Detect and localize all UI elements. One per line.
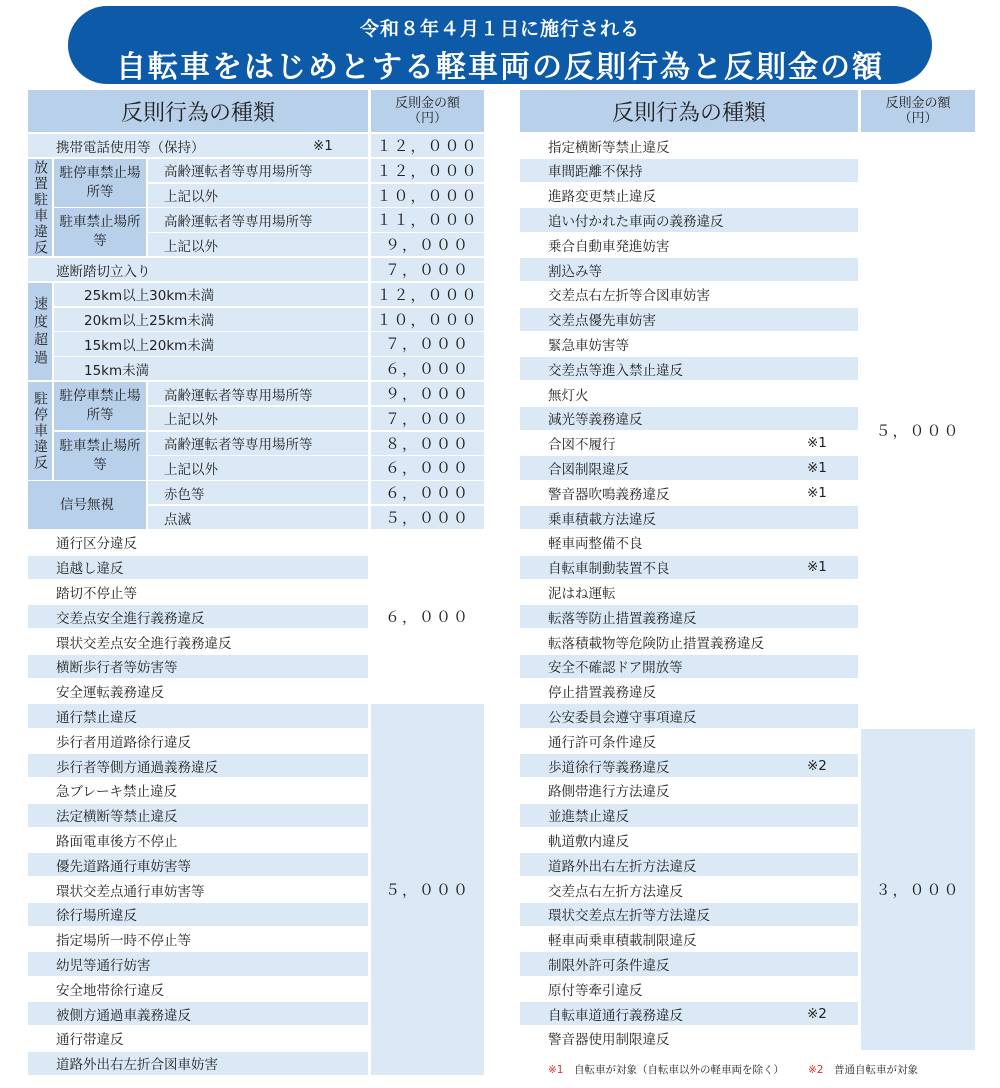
amount-cell: ６，０００	[384, 608, 470, 627]
table-row-label: 通行帯違反	[56, 1032, 124, 1049]
table-row-label: 急ブレーキ禁止違反	[56, 784, 177, 801]
table-row-label: 徐行場所違反	[28, 903, 368, 926]
amount-cell: ７，０００	[371, 407, 484, 430]
table-row-label: 踏切不停止等	[56, 585, 137, 602]
amount-cell: １２，０００	[371, 159, 484, 182]
table-row-label: 指定場所一時不停止等	[56, 933, 191, 950]
table-row-label: 追い付かれた車両の義務違反	[520, 208, 858, 231]
table-row-label: 交差点等進入禁止違反	[520, 357, 858, 380]
subgroup-label: 駐車禁止場所等	[54, 432, 146, 480]
left-kind-header: 反則行為の種類	[28, 90, 368, 132]
amount-cell: ５，０００	[875, 422, 961, 441]
table-row-label: 合図不履行	[548, 437, 616, 454]
table-row-label: 上記以外	[148, 456, 368, 479]
group-label-chutei: 駐停車違反	[28, 382, 52, 480]
table-row-label: 優先道路通行車妨害等	[28, 853, 368, 876]
table-row-label: 軽車両乗車積載制限違反	[548, 933, 697, 950]
table-row-label: 通行許可条件違反	[548, 734, 656, 751]
table-row-label: 公安委員会遵守事項違反	[520, 704, 858, 727]
table-row-label: 乗車積載方法違反	[520, 506, 858, 529]
table-row-label: 15km未満	[54, 357, 368, 380]
table-row-label: 進路変更禁止違反	[548, 189, 656, 206]
banner-subtitle: 令和８年４月１日に施行される	[359, 18, 640, 40]
amount-cell: ７，０００	[371, 332, 484, 355]
table-row-label: 並進禁止違反	[520, 804, 858, 827]
table-row-label: 自転車制動装置不良	[520, 556, 858, 579]
table-row-label: 携帯電話使用等（保持）	[28, 134, 368, 157]
table-row-label: 点滅	[148, 506, 368, 529]
table-row-label: 乗合自動車発進妨害	[548, 238, 670, 255]
table-row-label: 法定横断等禁止違反	[28, 804, 368, 827]
table-row-label: 歩道徐行等義務違反	[520, 754, 858, 777]
table-row-label: 道路外出右左折方法違反	[520, 853, 858, 876]
table-row-label: 転落積載物等危険防止措置義務違反	[548, 635, 764, 652]
group-label-houchi: 放置駐車違反	[28, 159, 52, 257]
amount-cell: ６，０００	[371, 357, 484, 380]
table-row-label: 歩行者等側方通過義務違反	[28, 754, 368, 777]
table-row-label: 路側帯進行方法違反	[548, 784, 670, 801]
table-row-label: 緊急車妨害等	[548, 337, 629, 354]
amount-cell: ５，０００	[371, 704, 484, 1074]
table-row-label: 15km以上20km未満	[54, 332, 368, 355]
footnote-1: ※1 自転車が対象（自転車以外の軽車両を除く）	[548, 1064, 784, 1076]
table-row-label: 交差点右左折等合図車妨害	[548, 288, 710, 305]
table-row-label: 被側方通過車義務違反	[28, 1002, 368, 1025]
table-row-label: 通行禁止違反	[28, 704, 368, 727]
note-mark: ※2	[807, 1005, 827, 1022]
table-row-label: 上記以外	[148, 184, 368, 207]
table-row-label: 警音器吹鳴義務違反	[548, 486, 670, 503]
subgroup-label: 駐停車禁止場所等	[54, 382, 146, 430]
table-row-label: 交差点優先車妨害	[520, 308, 858, 331]
table-row-label: 交差点右左折方法違反	[548, 883, 683, 900]
table-row-label: 横断歩行者等妨害等	[28, 655, 368, 678]
table-row-label: 幼児等通行妨害	[28, 952, 368, 975]
table-row-label: 割込み等	[520, 258, 858, 281]
amount-cell: １２，０００	[371, 134, 484, 157]
group-label-signal: 信号無視	[28, 481, 146, 529]
note-mark: ※1	[807, 559, 827, 576]
table-row-label: 転落等防止措置義務違反	[520, 605, 858, 628]
footnote-2: ※2 普通自転車が対象	[808, 1064, 918, 1076]
table-row-label: 上記以外	[148, 233, 368, 256]
note-mark: ※1	[313, 137, 333, 154]
note-mark: ※2	[807, 757, 827, 774]
table-row-label: 環状交差点左折等方法違反	[520, 903, 858, 926]
left-amount-header: 反則金の額 （円）	[371, 90, 484, 132]
table-row-label: 安全地帯徐行違反	[56, 982, 164, 999]
table-row-label: 警音器使用制限違反	[548, 1032, 670, 1049]
table-row-label: 高齢運転者等専用場所等	[148, 382, 368, 405]
table-row-label: 追越し違反	[28, 556, 368, 579]
note-mark: ※1	[807, 435, 827, 452]
table-row-label: 高齢運転者等専用場所等	[148, 208, 368, 231]
table-row-label: 泥はね運転	[548, 585, 616, 602]
table-row-label: 環状交差点通行車妨害等	[56, 883, 205, 900]
note-mark: ※1	[807, 484, 827, 501]
amount-cell: ５，０００	[371, 506, 484, 529]
amount-cell: ９，０００	[371, 233, 484, 256]
table-row-label: 交差点安全進行義務違反	[28, 605, 368, 628]
table-row-label: 自転車道通行義務違反	[520, 1002, 858, 1025]
table-row-label: 車間距離不保持	[520, 159, 858, 182]
table-row-label: 20km以上25km未満	[54, 308, 368, 331]
table-row-label: 遮断踏切立入り	[28, 258, 368, 281]
table-row-label: 赤色等	[148, 481, 368, 504]
table-row-label: 原付等牽引違反	[548, 982, 643, 999]
table-row-label: 停止措置義務違反	[548, 685, 656, 702]
table-row-label: 高齢運転者等専用場所等	[148, 159, 368, 182]
amount-cell: ８，０００	[371, 432, 484, 455]
table-row-label: 通行区分違反	[56, 536, 137, 553]
right-amount-header: 反則金の額 （円）	[861, 90, 975, 132]
table-row-label: 高齢運転者等専用場所等	[148, 432, 368, 455]
amount-cell: １０，０００	[371, 184, 484, 207]
note-mark: ※1	[807, 459, 827, 476]
amount-cell: １１，０００	[371, 208, 484, 231]
table-row-label: 減光等義務違反	[520, 407, 858, 430]
title-banner	[68, 6, 932, 84]
amount-cell: ６，０００	[371, 481, 484, 504]
table-row-label: 安全運転義務違反	[56, 685, 164, 702]
banner-title: 自転車をはじめとする軽車両の反則行為と反則金の額	[116, 50, 884, 85]
table-row-label: 歩行者用道路徐行違反	[56, 734, 191, 751]
table-row-label: 指定横断等禁止違反	[548, 139, 670, 156]
table-row-label: 制限外許可条件違反	[520, 952, 858, 975]
amount-cell: ３，０００	[861, 729, 975, 1050]
table-row-label: 環状交差点安全進行義務違反	[56, 635, 232, 652]
table-row-label: 路面電車後方不停止	[56, 833, 178, 850]
amount-cell: ９，０００	[371, 382, 484, 405]
table-row-label: 合図制限違反	[520, 456, 858, 479]
table-row-label: 軌道敷内違反	[548, 833, 629, 850]
subgroup-label: 駐停車禁止場所等	[54, 159, 146, 207]
amount-cell: １０，０００	[371, 308, 484, 331]
amount-cell: ６，０００	[371, 456, 484, 479]
table-row-label: 安全不確認ドア開放等	[520, 655, 858, 678]
table-row-label: 道路外出右左折合図車妨害	[28, 1052, 368, 1075]
subgroup-label: 駐車禁止場所等	[54, 208, 146, 256]
right-kind-header: 反則行為の種類	[520, 90, 858, 132]
amount-cell: １２，０００	[371, 283, 484, 306]
amount-cell: ７，０００	[371, 258, 484, 281]
table-row-label: 25km以上30km未満	[54, 283, 368, 306]
table-row-label: 軽車両整備不良	[548, 536, 643, 553]
table-row-label: 上記以外	[148, 407, 368, 430]
table-row-label: 無灯火	[548, 387, 589, 404]
group-label-speed: 速度超過	[28, 283, 52, 381]
